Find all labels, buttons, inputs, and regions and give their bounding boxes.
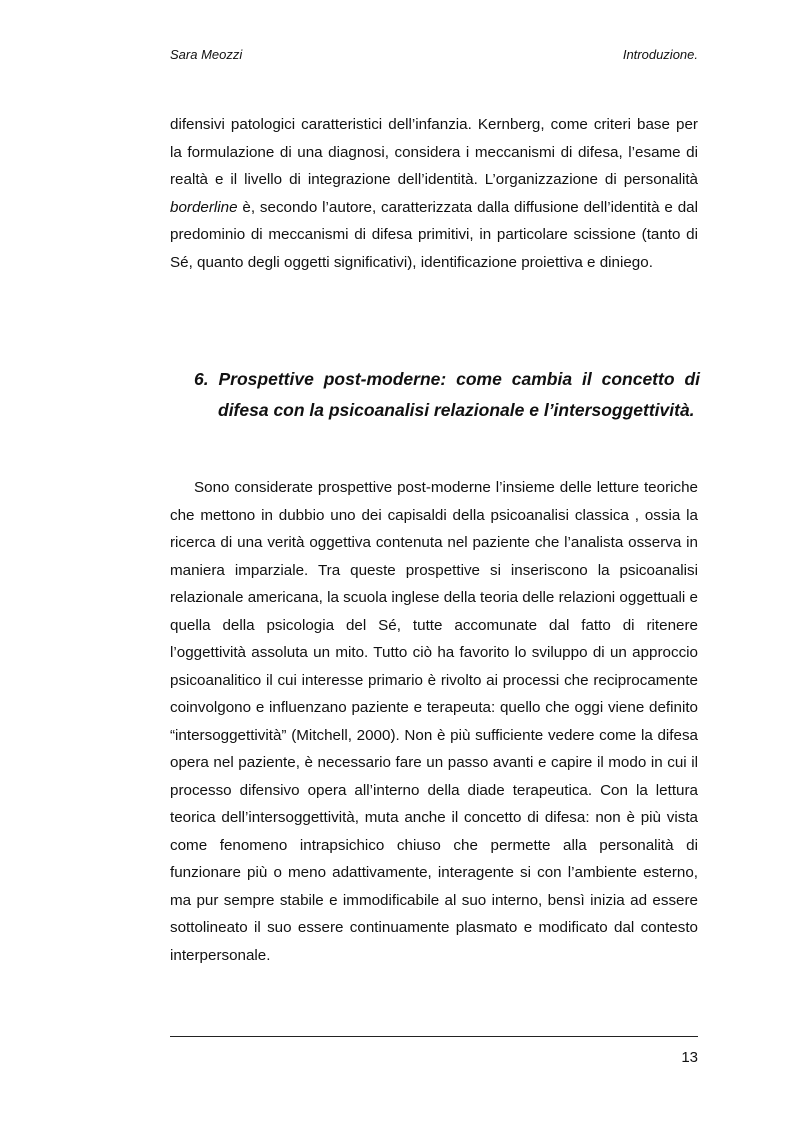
page-number: 13 — [681, 1049, 698, 1066]
body-paragraph-1 — [170, 111, 698, 276]
section-heading: 6. Prospettive post-moderne: come cambia il concetto di difesa con la psicoanalisi relazionale e l’intersoggettività. — [194, 369, 700, 420]
body-paragraph-2: Sono considerate prospettive post-moderne l’insieme delle letture teoriche che mettono in dubbio uno dei capisaldi della psicoanalisi classica , ossia la ricerca di una verità oggettiva contenuta nel paziente che l’analista osserva in maniera imparziale. Tra queste prospettive si inseriscono la psicoanalisi relazionale americana, la scuola inglese della teoria delle relazioni oggettuali e quella della psicologia del Sé, tutte accomunate dal fatto di ritenere l’oggettività assoluta un mito. Tutto ciò ha favorito lo sviluppo di un approccio psicoanalitico il cui interesse primario è rivolto ai processi che reciprocamente coinvolgono e influenzano paziente e terapeuta: quello che oggi viene definito “intersoggettività” (Mitchell, 2000). Non è più sufficiente vedere come la difesa opera nel paziente, è necessario fare un passo avanti e capire il modo in cui il processo difensivo opera all’interno della diade terapeutica. Con la lettura teorica dell’intersoggettività, muta anche il concetto di difesa: non è più vista come fenomeno intrapsichico chiuso che permette alla personalità di funzionare più o meno adattivamente, interagente si con l’ambiente esterno, ma pur sempre stabile e immodificabile al suo interno, bensì inizia ad essere sottolineato il suo essere continuamente plasmato e modificato dal contesto interpersonale. — [170, 479, 698, 964]
header-author: Sara Meozzi — [170, 47, 243, 62]
footer-divider — [170, 1036, 698, 1037]
page-header — [170, 47, 698, 67]
paragraph-1-italic-term: borderline — [170, 198, 238, 216]
paragraph-1-text-end: è, secondo l’autore, caratterizzata dalla diffusione dell’identità e dal predominio di meccanismi di difesa primitivi, in particolare scissione (tanto di Sé, quanto degli oggetti significativi), identificazione proiettiva e diniego. — [170, 198, 698, 271]
paragraph-1-text-start: difensivi patologici caratteristici dell’infanzia. Kernberg, come criteri base per la formulazione di una diagnosi, considera i meccanismi di difesa, l’esame di realtà e il livello di integrazione dell’identità. L’organizzazione di personalità — [170, 116, 698, 188]
header-section-title: Introduzione. — [622, 47, 698, 62]
